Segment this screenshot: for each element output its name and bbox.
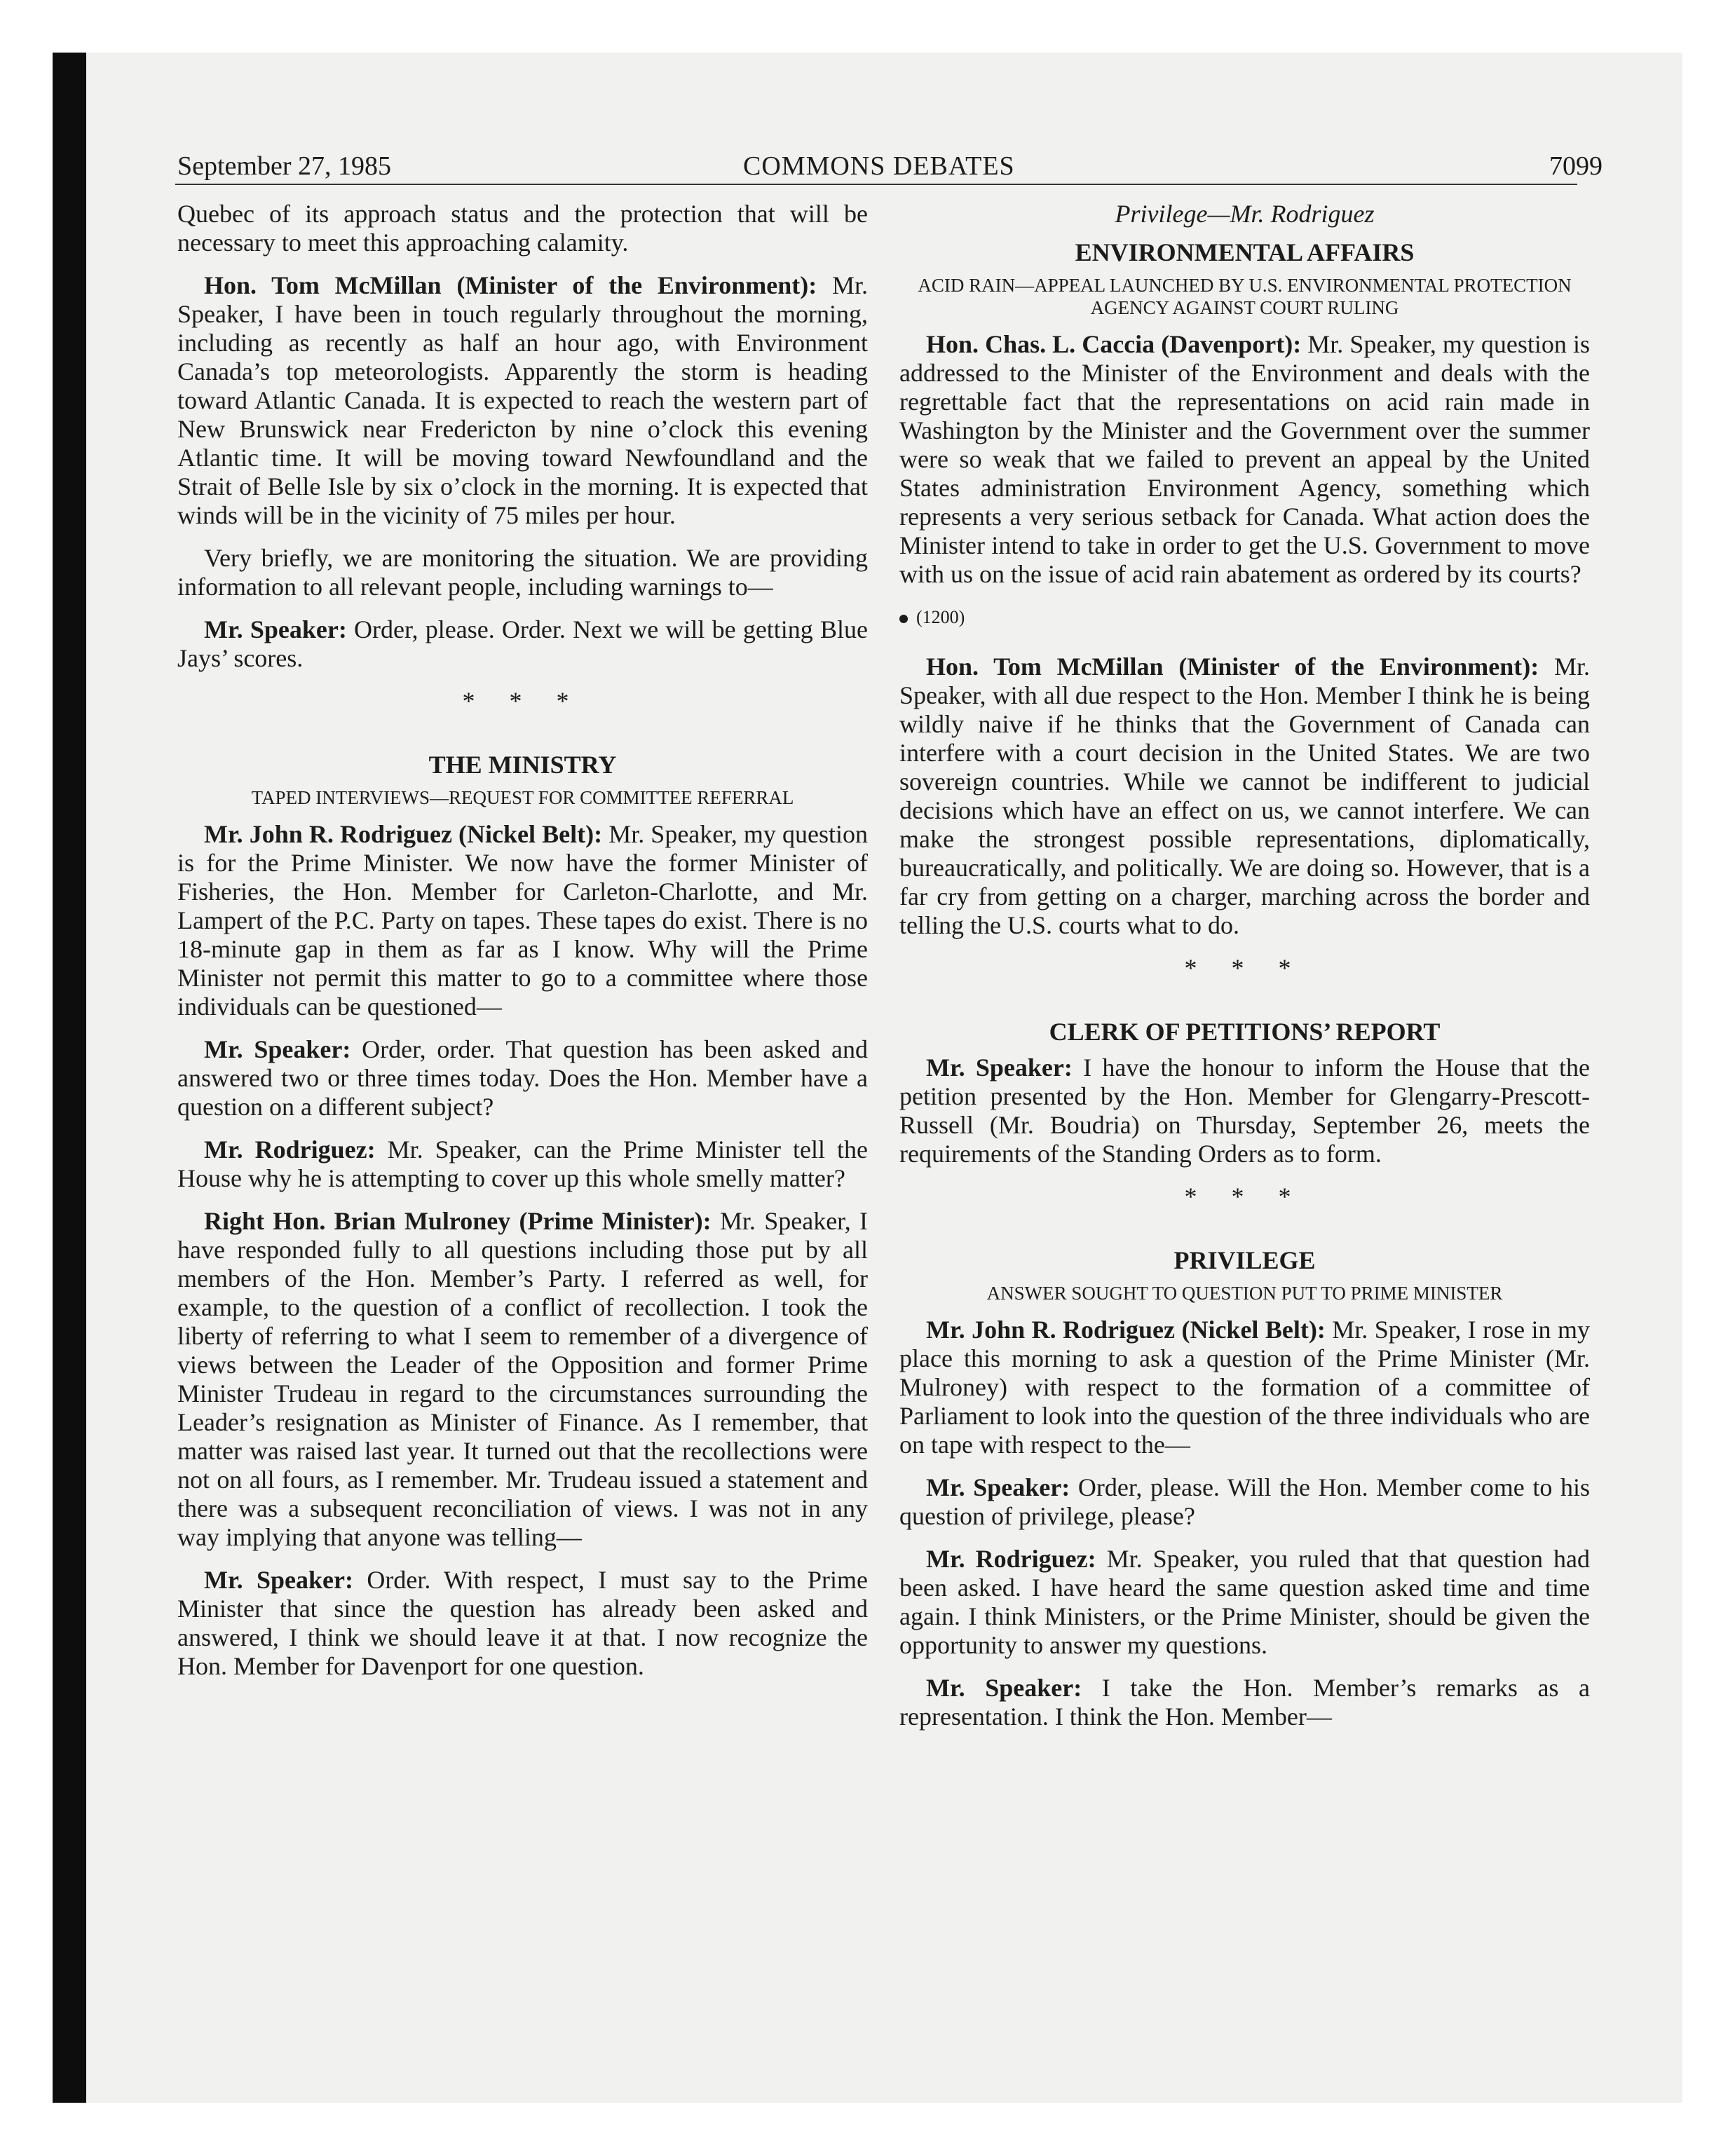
section-subtitle: TAPED INTERVIEWS—REQUEST FOR COMMITTEE REFERRAL [251, 787, 794, 808]
section-break-stars: * * * [462, 687, 583, 715]
speech-text: I take the Hon. Member’s remarks as a representation. I think the Hon. Member— [899, 1674, 1590, 1731]
speech-text: Mr. Speaker, my question is for the Prime Minister. We now have the former Minister of Fisheries, the Hon. Member for Carleton-Charlotte, and Mr. Lampert of the P.C. Party on tapes. These tapes do exist. There is no 18-minute gap in them as far as I know. Why will the Prime Minister not permit this matter to go to a committee where those individuals can be questioned— [177, 820, 868, 1021]
speech-text: Order, please. Will the Hon. Member come to his question of privilege, please? [899, 1473, 1590, 1530]
paragraph [899, 1053, 1590, 1168]
paragraph [177, 1135, 868, 1193]
right-column [899, 200, 1590, 1745]
speaker-name: Hon. Tom McMillan (Minister of the Environment): [204, 271, 817, 299]
paragraph [177, 615, 868, 673]
speech-text: I have the honour to inform the House that the petition presented by the Hon. Member for Glengarry-Prescott-Russell (Mr. Boudria) on Thursday, September 26, meets the requirements of the Standing Orders as to form. [899, 1053, 1591, 1168]
header-title: COMMONS DEBATES [743, 151, 1015, 181]
speech-text: Mr. Speaker, I have been in touch regularly throughout the morning, including as recently as half an hour ago, with Environment Canada’s top meteorologists. Apparently the storm is heading toward Atlantic Canada. It is expected to reach the western part of New Brunswick near Fredericton by nine o’clock this evening Atlantic time. It will be moving toward Newfoundland and the Strait of Belle Isle by six o’clock in the morning. It is expected that winds will be in the vicinity of 75 miles per hour. [177, 271, 868, 529]
speaker-name: Hon. Chas. L. Caccia (Davenport): [926, 330, 1302, 358]
speech-text: Mr. Speaker, you ruled that that question had been asked. I have heard the same question asked time and time again. I think Ministers, or the Prime Minister, should be given the opportunity to answer my questions. [899, 1545, 1591, 1659]
paragraph: Very briefly, we are monitoring the situation. We are providing information to all relevant people, including warnings to— [177, 544, 868, 601]
paragraph [177, 271, 868, 530]
speech-text: Order, order. That question has been asked and answered two or three times today. Does the Hon. Member have a question on a different subject? [177, 1035, 869, 1121]
section-title: THE MINISTRY [428, 751, 617, 779]
bullet-icon [899, 615, 908, 623]
speech-text: Mr. Speaker, my question is addressed to the Minister of the Environment and deals with the regrettable fact that the representations on acid rain made in Washington by the Minister and the Government over the summer were so weak that we failed to prevent an appeal by the United States administration Environment Agency, something which represents a very serious setback for Canada. What action does the Minister intend to take in order to get the U.S. Government to move with us on the issue of acid rain abatement as ordered by its courts? [899, 330, 1590, 588]
section-break-stars: * * * [1184, 954, 1305, 982]
paragraph [899, 1473, 1590, 1531]
speech-text: Mr. Speaker, I rose in my place this morning to ask a question of the Prime Minister (Mr. Mulroney) with respect to the formation of a committee of Parliament to look into the question of the three individuals who are on tape with respect to the— [899, 1316, 1590, 1459]
speaker-name: Mr. Speaker: [926, 1674, 1082, 1702]
speech-text: Order, please. Order. Next we will be getting Blue Jays’ scores. [177, 615, 868, 672]
section-title: ENVIRONMENTAL AFFAIRS [1075, 238, 1415, 266]
paragraph [177, 1035, 868, 1121]
speaker-name: Mr. John R. Rodriguez (Nickel Belt): [204, 820, 603, 848]
paragraph [899, 1674, 1590, 1731]
speech-text: Mr. Speaker, I have responded fully to all questions including those put by all members of the Hon. Member’s Party. I referred as well, for example, to the question of a conflict of recollection. I took the liberty of referring to what I seem to remember of a divergence of views between the Leader of the Opposition and former Prime Minister Trudeau in regard to the circumstances surrounding the Leader’s resignation as Minister of Finance. As I remember, that matter was raised last year. It turned out that the recollections were not on all fours, as I remember. Mr. Trudeau issued a statement and there was a subsequent reconciliation of views. I was not in any way implying that anyone was telling— [177, 1207, 868, 1551]
left-column [177, 200, 868, 1695]
paragraph [899, 1545, 1590, 1660]
speaker-name: Hon. Tom McMillan (Minister of the Environment): [926, 653, 1539, 681]
running-head: Privilege—Mr. Rodriguez [1115, 200, 1375, 228]
speaker-name: Mr. Rodriguez: [926, 1545, 1096, 1573]
section-subtitle: ACID RAIN—APPEAL LAUNCHED BY U.S. ENVIRONMENTAL PROTECTION AGENCY AGAINST COURT RULING [918, 275, 1572, 318]
header-date: September 27, 1985 [177, 151, 392, 181]
speaker-name: Mr. Speaker: [204, 1035, 351, 1063]
time-marker-text: (1200) [916, 607, 965, 627]
section-subtitle: ANSWER SOUGHT TO QUESTION PUT TO PRIME MINISTER [986, 1283, 1503, 1304]
scan-binding-edge [53, 53, 86, 2103]
paragraph [899, 653, 1590, 940]
paragraph [177, 1207, 868, 1552]
section-break-stars: * * * [1184, 1182, 1305, 1210]
speech-text: Mr. Speaker, with all due respect to the Hon. Member I think he is being wildly naive if he thinks that the Government of Canada can interfere with a court decision in the United States. We are two sovereign countries. While we cannot be indifferent to judicial decisions which have an effect on us, we cannot interfere. We can make the strongest possible representations, diplomatically, bureaucratically, and politically. We are doing so. However, that is a far cry from getting on a charger, marching across the border and telling the U.S. courts what to do. [899, 653, 1590, 939]
speech-text: Order. With respect, I must say to the Prime Minister that since the question has already been asked and answered, I think we should leave it at that. I now recognize the Hon. Member for Davenport for one question. [177, 1566, 868, 1680]
speaker-name: Mr. Speaker: [204, 615, 347, 643]
speaker-name: Mr. Speaker: [204, 1566, 353, 1594]
paragraph [899, 330, 1590, 589]
speaker-name: Right Hon. Brian Mulroney (Prime Minister): [204, 1207, 712, 1235]
speaker-name: Mr. John R. Rodriguez (Nickel Belt): [926, 1316, 1326, 1344]
paragraph [899, 1316, 1590, 1459]
paragraph: Quebec of its approach status and the protection that will be necessary to meet this approaching calamity. [177, 200, 868, 257]
section-title: PRIVILEGE [1173, 1246, 1316, 1274]
time-marker [899, 603, 1590, 632]
speaker-name: Mr. Rodriguez: [204, 1135, 376, 1164]
section-title: CLERK OF PETITIONS’ REPORT [1049, 1018, 1441, 1046]
paragraph [177, 1566, 868, 1681]
header-page-number: 7099 [1549, 151, 1603, 181]
paragraph [177, 820, 868, 1021]
speaker-name: Mr. Speaker: [926, 1053, 1073, 1082]
header-rule [175, 184, 1577, 185]
speech-text: Mr. Speaker, can the Prime Minister tell the House why he is attempting to cover up this whole smelly matter? [177, 1135, 868, 1192]
speaker-name: Mr. Speaker: [926, 1473, 1070, 1501]
